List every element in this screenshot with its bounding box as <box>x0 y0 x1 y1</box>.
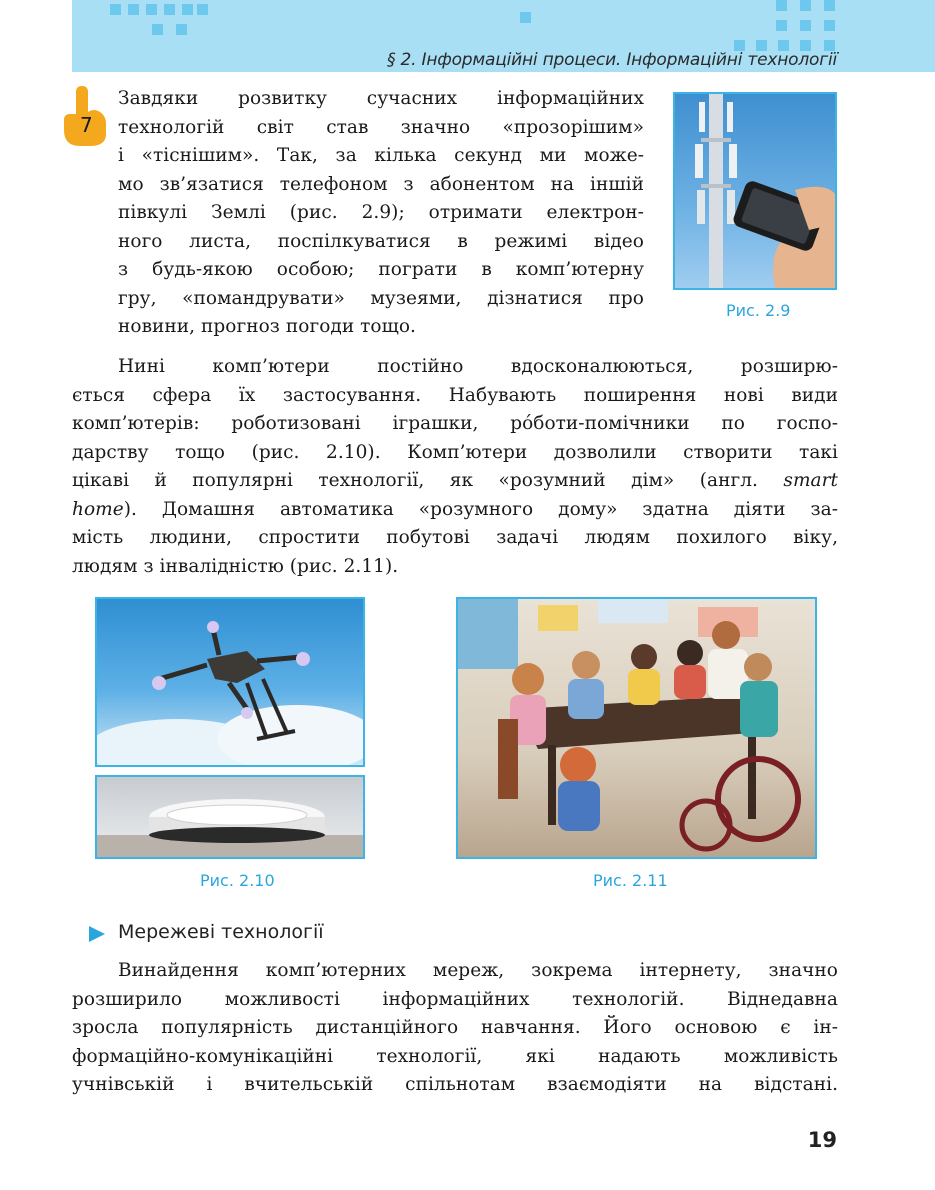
text-line: людям з інвалідністю (рис. 2.11). <box>72 555 399 577</box>
figure-2-10-caption: Рис. 2.10 <box>200 871 275 890</box>
paragraph-1 <box>118 85 644 342</box>
figure-2-10-drone-image <box>95 597 365 767</box>
decor-square <box>128 4 139 15</box>
paragraph-2 <box>72 353 838 581</box>
cell-tower-illustration <box>675 94 835 288</box>
text-line-with-italic <box>72 496 838 525</box>
page-number: 19 <box>807 1128 837 1152</box>
decor-square <box>520 12 531 23</box>
marker-number: 7 <box>80 113 93 137</box>
italic-term: home <box>72 498 124 520</box>
running-header: § 2. Інформаційні процеси. Інформаційні технології <box>386 50 837 70</box>
figure-2-10-vacuum-image <box>95 775 365 859</box>
text-line: комп’ютерів: роботизовані іграшки, ро́боти-помічники по госпо- <box>72 413 838 434</box>
paragraph-3 <box>72 957 838 1100</box>
decor-square <box>152 24 163 35</box>
text-line: ного листа, поспілкуватися в режимі відео <box>118 230 644 252</box>
text-line: формаційно-комунікаційні технології, які надають можливість <box>72 1045 838 1067</box>
robot-vacuum-illustration <box>97 777 363 857</box>
text-line: і «тіснішим». Так, за кілька секунд ми може- <box>118 145 644 166</box>
figure-2-11-caption: Рис. 2.11 <box>593 871 668 890</box>
decor-square <box>110 4 121 15</box>
text-line: мо зв’язатися телефоном з абонентом на іншій <box>118 173 644 195</box>
section-heading: Мережеві технології <box>118 921 324 943</box>
classroom-illustration <box>458 599 815 857</box>
figure-2-11-image <box>456 597 817 859</box>
decor-square <box>776 0 787 11</box>
drone-illustration <box>97 599 363 765</box>
pointing-hand-icon <box>60 84 112 148</box>
decor-square <box>800 0 811 11</box>
text-fragment: цікаві й популярні технології, як «розумний дім» (англ. <box>72 470 758 491</box>
text-line: гру, «помандрувати» музеями, дізнатися про <box>118 287 644 309</box>
decor-square <box>182 4 193 15</box>
text-line: Нині комп’ютери постійно вдосконалюються, розширю- <box>118 356 838 377</box>
text-line-with-italic <box>72 467 838 496</box>
text-line: дарству тощо (рис. 2.10). Комп’ютери дозволили створити такі <box>72 441 838 463</box>
text-fragment: ). Домашня автоматика «розумного дому» здатна діяти за- <box>123 498 838 520</box>
text-line: новини, прогноз погоди тощо. <box>118 316 416 337</box>
text-line: Винайдення комп’ютерних мереж, зокрема інтернету, значно <box>118 960 838 981</box>
text-line: учнівській і вчительській спільнотам взаємодіяти на відстані. <box>72 1074 838 1095</box>
decor-square <box>824 0 835 11</box>
decor-square <box>146 4 157 15</box>
text-line: зросла популярність дистанційного навчання. Його основою є ін- <box>72 1017 838 1038</box>
decor-square <box>164 4 175 15</box>
decor-square <box>776 20 787 31</box>
text-line: Завдяки розвитку сучасних інформаційних <box>118 88 644 109</box>
text-line: з будь-якою особою; пограти в комп’ютерну <box>118 259 644 280</box>
text-line: ється сфера їх застосування. Набувають поширення нові види <box>72 384 838 406</box>
triangle-bullet-icon <box>88 925 106 943</box>
text-line: мість людини, спростити побутові задачі людям похилого віку, <box>72 527 838 548</box>
text-line: півкулі Землі (рис. 2.9); отримати електрон- <box>118 202 644 223</box>
decor-square <box>197 4 208 15</box>
decor-square <box>176 24 187 35</box>
text-line: технологій світ став значно «прозорішим» <box>118 116 644 138</box>
decor-square <box>824 20 835 31</box>
text-line: розширило можливості інформаційних технологій. Віднедавна <box>72 988 838 1010</box>
decor-square <box>800 20 811 31</box>
figure-2-9-caption: Рис. 2.9 <box>726 301 791 320</box>
italic-term: smart <box>783 470 838 491</box>
figure-2-9-image <box>673 92 837 290</box>
